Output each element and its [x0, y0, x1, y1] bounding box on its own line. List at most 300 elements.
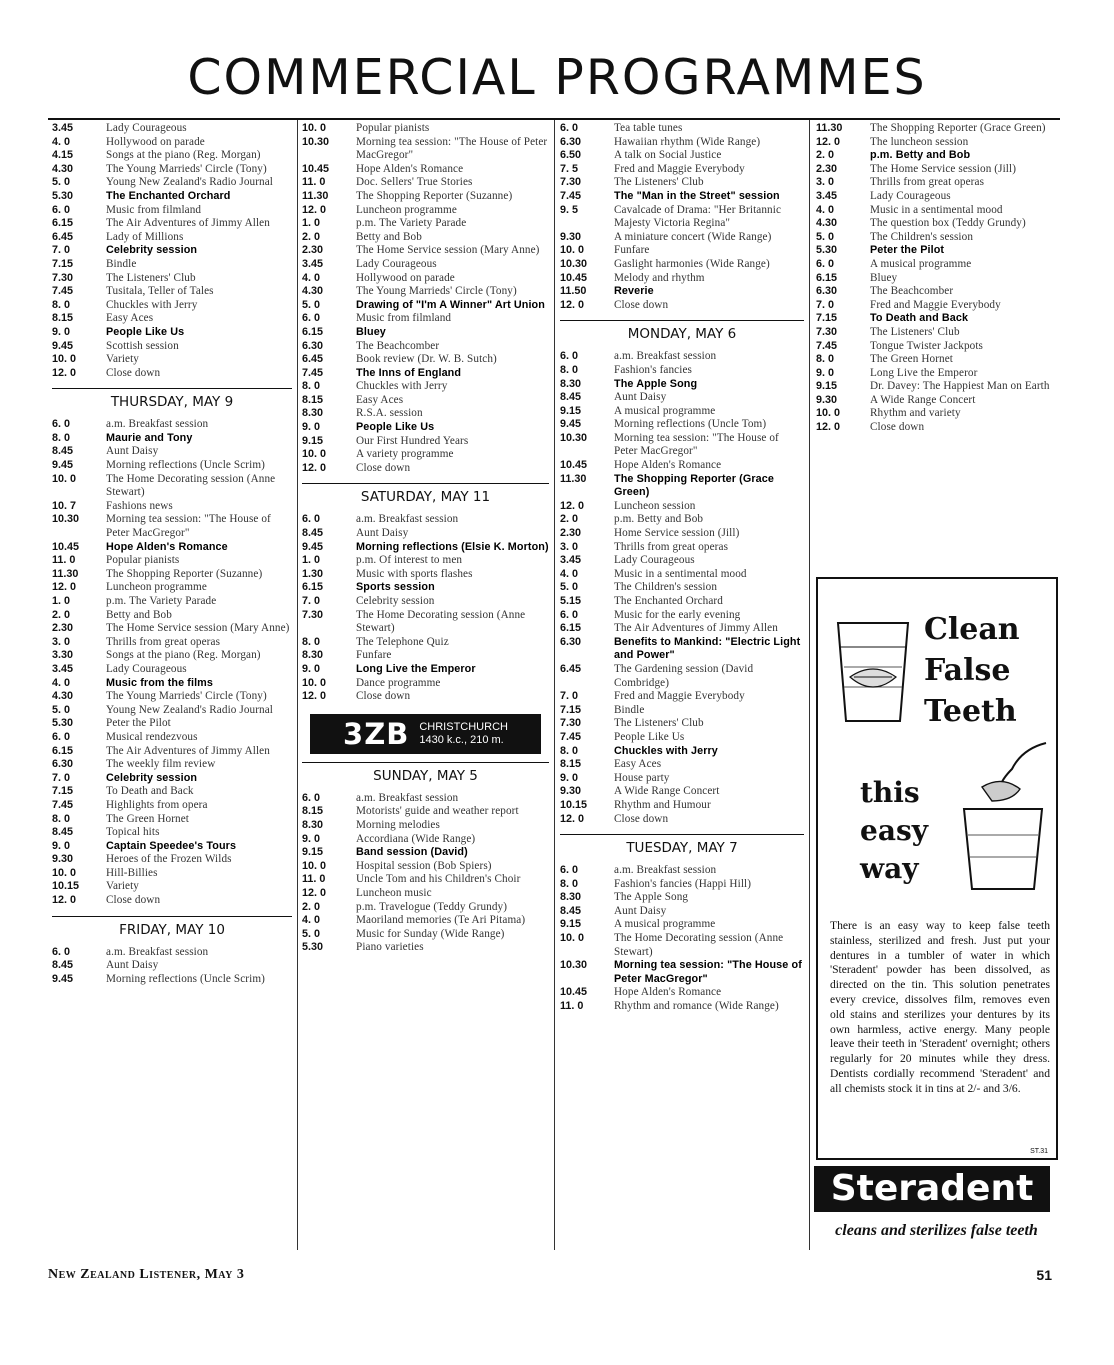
programme-time: 9.15	[560, 918, 582, 931]
ad-headline	[924, 609, 1020, 732]
programme-title: The Listeners' Club	[614, 176, 704, 189]
programme-time: 4.30	[816, 217, 838, 230]
programme-row	[560, 122, 804, 136]
programme-time: 6.15	[52, 217, 74, 230]
programme-row	[52, 840, 292, 854]
programme-time: 5.30	[52, 717, 74, 730]
programme-time: 9.15	[302, 846, 324, 859]
programme-time: 10. 0	[816, 407, 841, 420]
programme-title: A miniature concert (Wide Range)	[614, 230, 772, 243]
programme-row	[302, 380, 549, 394]
programme-title: Fashion's fancies (Happi Hill)	[614, 877, 752, 890]
programme-row	[52, 163, 292, 177]
programme-row	[560, 204, 804, 231]
programme-time: 10. 0	[302, 448, 327, 461]
programme-title: Celebrity session	[106, 771, 198, 784]
programme-title: Popular pianists	[106, 554, 180, 567]
programme-time: 12. 0	[560, 499, 585, 512]
programme-time: 6. 0	[560, 122, 579, 134]
programme-row	[52, 867, 292, 881]
programme-time: 6. 0	[52, 730, 71, 743]
programme-time: 3.30	[52, 649, 74, 662]
programme-row	[560, 731, 804, 745]
programme-time: 8.45	[560, 904, 582, 917]
programme-title: Songs at the piano (Reg. Morgan)	[106, 149, 261, 162]
programme-title: The Home Service session (Mary Anne)	[106, 622, 290, 635]
programme-title: Rhythm and romance (Wide Range)	[614, 1000, 779, 1013]
programme-row	[302, 636, 549, 650]
programme-time: 10.30	[560, 959, 588, 972]
programme-title: Lady of Millions	[106, 230, 184, 243]
programme-row	[816, 299, 1060, 313]
programme-title: To Death and Back	[870, 312, 969, 325]
programme-time: 3.45	[302, 257, 324, 270]
programme-title: The Apple Song	[614, 377, 698, 390]
programme-time: 10. 7	[52, 499, 77, 512]
programme-row	[560, 231, 804, 245]
programme-row	[302, 568, 549, 582]
programme-row	[816, 176, 1060, 190]
programme-time: 6.30	[816, 285, 838, 298]
programme-time: 10. 0	[52, 866, 77, 879]
programme-title: Luncheon session	[614, 499, 696, 512]
programme-time: 6.15	[52, 744, 74, 757]
programme-time: 4. 0	[816, 203, 835, 216]
programme-row	[560, 663, 804, 690]
programme-title: Music with sports flashes	[356, 567, 473, 580]
programme-title: The Air Adventures of Jimmy Allen	[106, 217, 270, 230]
programme-time: 7.45	[560, 730, 582, 743]
programme-title: Fred and Maggie Everybody	[870, 298, 1001, 311]
footer-publication: New Zealand Listener, May 3	[48, 1267, 245, 1282]
day-heading: SATURDAY, MAY 11	[302, 483, 549, 509]
station-call-sign: 3ZB	[343, 716, 410, 751]
programme-title: Close down	[106, 894, 161, 907]
programme-row	[302, 326, 549, 340]
programme-row	[816, 217, 1060, 231]
programme-title: The Telephone Quiz	[356, 635, 449, 648]
programme-row	[52, 595, 292, 609]
programme-title: p.m. Of interest to men	[356, 554, 463, 567]
programme-time: 11.50	[560, 285, 587, 298]
programme-time: 8. 0	[52, 298, 71, 311]
programme-title: Hollywood on parade	[106, 135, 205, 148]
programme-title: Luncheon programme	[356, 203, 457, 216]
programme-row	[816, 407, 1060, 421]
programme-title: Music from filmland	[356, 312, 452, 325]
programme-row	[816, 394, 1060, 408]
programme-time: 10.30	[52, 513, 80, 526]
programme-row	[560, 745, 804, 759]
programme-title: p.m. The Variety Parade	[106, 595, 217, 607]
programme-time: 10.45	[560, 986, 588, 999]
programme-row	[816, 421, 1060, 435]
programme-title: Bindle	[106, 257, 137, 270]
programme-row	[560, 405, 804, 419]
programme-title: Chuckles with Jerry	[106, 298, 198, 311]
programme-title: Morning tea session: "The House of Peter MacGregor"	[614, 431, 779, 458]
programme-row	[302, 136, 549, 163]
programme-row	[52, 704, 292, 718]
programme-title: Betty and Bob	[356, 230, 422, 243]
programme-row	[560, 149, 804, 163]
programme-row	[302, 244, 549, 258]
programme-title: Easy Aces	[614, 758, 662, 771]
programme-row	[302, 833, 549, 847]
programme-time: 5.30	[302, 941, 324, 954]
programme-row	[560, 527, 804, 541]
programme-title: Thrills from great operas	[870, 176, 985, 189]
programme-title: The Home Decorating session (Anne Stewart)	[106, 472, 276, 499]
programme-row	[560, 272, 804, 286]
programme-row	[302, 231, 549, 245]
programme-time: 1. 0	[302, 554, 321, 567]
programme-title: Young New Zealand's Radio Journal	[106, 176, 273, 189]
programme-time: 6.50	[560, 149, 582, 162]
programme-row	[52, 677, 292, 691]
programme-time: 6.15	[816, 271, 838, 284]
ad-code: ST.31	[1030, 1148, 1048, 1155]
programme-time: 3.45	[52, 662, 74, 675]
programme-time: 6. 0	[302, 513, 321, 526]
programme-title: Aunt Daisy	[614, 904, 667, 917]
programme-title: Rhythm and Humour	[614, 798, 711, 811]
programme-row	[816, 244, 1060, 258]
programme-time: 4.30	[52, 162, 74, 175]
programme-row	[560, 350, 804, 364]
column-divider	[554, 120, 555, 1250]
column-divider	[809, 120, 810, 1250]
programme-time: 8.30	[560, 377, 582, 390]
programme-row	[816, 258, 1060, 272]
programme-row	[560, 799, 804, 813]
programme-time: 8.15	[302, 805, 324, 818]
programme-time: 10.45	[302, 162, 330, 175]
programme-title: The Shopping Reporter (Grace Green)	[870, 122, 1046, 134]
programme-title: Aunt Daisy	[106, 445, 159, 458]
programme-time: 11.30	[816, 122, 843, 134]
programme-row	[560, 285, 804, 299]
programme-time: 9. 0	[816, 366, 835, 379]
programme-time: 7. 0	[560, 690, 579, 703]
programme-time: 9.15	[560, 404, 582, 417]
programme-row	[560, 554, 804, 568]
programme-row	[52, 826, 292, 840]
programme-title: The question box (Teddy Grundy)	[870, 217, 1026, 230]
programme-title: The weekly film review	[106, 758, 216, 771]
programme-time: 6.45	[52, 230, 74, 243]
programme-title: Music in a sentimental mood	[614, 567, 747, 580]
programme-time: 2. 0	[816, 149, 835, 162]
programme-title: The Beachcomber	[356, 339, 440, 352]
programme-title: Maoriland memories (Te Ari Pitama)	[356, 914, 526, 927]
programme-time: 11.30	[302, 189, 329, 202]
programme-row	[302, 217, 549, 231]
programme-row	[52, 513, 292, 540]
programme-row	[560, 932, 804, 959]
programme-title: Our First Hundred Years	[356, 434, 469, 447]
programme-title: Morning melodies	[356, 818, 440, 831]
programme-row	[302, 554, 549, 568]
programme-row	[560, 891, 804, 905]
programme-row	[302, 299, 549, 313]
programme-title: Home Service session (Jill)	[614, 527, 740, 540]
programme-row	[52, 432, 292, 446]
programme-title: Motorists' guide and weather report	[356, 805, 519, 818]
programme-title: A Wide Range Concert	[614, 785, 720, 798]
programme-row	[560, 717, 804, 731]
programme-row	[302, 435, 549, 449]
programme-title: Long Live the Emperor	[356, 662, 476, 675]
programme-title: People Like Us	[614, 730, 685, 743]
programme-title: Bluey	[356, 325, 386, 338]
programme-row	[560, 622, 804, 636]
programme-title: The Green Hornet	[870, 353, 953, 366]
programme-row	[560, 690, 804, 704]
programme-time: 8. 0	[560, 744, 579, 757]
programme-title: Thrills from great operas	[614, 540, 729, 553]
ad-sub-line: way	[860, 852, 919, 885]
programme-row	[52, 418, 292, 432]
programme-time: 9.30	[52, 853, 74, 866]
programme-row	[52, 581, 292, 595]
programme-row	[302, 887, 549, 901]
programme-time: 4. 0	[302, 914, 321, 927]
programme-title: Morning tea session: "The House of Peter MacGregor"	[106, 513, 271, 540]
programme-title: The Shopping Reporter (Suzanne)	[106, 567, 263, 580]
programme-title: The luncheon session	[870, 135, 969, 148]
programme-time: 6.45	[560, 662, 582, 675]
programme-time: 7.45	[302, 366, 324, 379]
programme-title: Aunt Daisy	[106, 959, 159, 972]
programme-title: Drawing of "I'm A Winner" Art Union	[356, 298, 545, 311]
schedule-column-2	[302, 122, 549, 955]
programme-title: Morning tea session: "The House of Peter MacGregor"	[614, 959, 802, 985]
programme-title: Music from filmland	[106, 203, 202, 216]
programme-title: Reverie	[614, 285, 654, 298]
programme-time: 8. 0	[302, 635, 321, 648]
programme-title: Funfare	[614, 244, 650, 257]
programme-time: 9. 0	[560, 771, 579, 784]
programme-row	[560, 190, 804, 204]
programme-title: Hope Alden's Romance	[614, 459, 722, 472]
programme-time: 7.30	[302, 608, 324, 621]
programme-time: 8.30	[302, 818, 324, 831]
programme-title: Close down	[106, 366, 161, 379]
programme-time: 10. 0	[52, 472, 77, 485]
programme-title: Close down	[614, 298, 669, 311]
programme-title: Hawaiian rhythm (Wide Range)	[614, 135, 761, 148]
programme-time: 8.30	[302, 649, 324, 662]
programme-row	[560, 568, 804, 582]
programme-title: Luncheon programme	[106, 581, 207, 594]
programme-title: a.m. Breakfast session	[614, 864, 717, 877]
programme-title: Topical hits	[106, 826, 160, 839]
programme-row	[560, 864, 804, 878]
programme-row	[52, 609, 292, 623]
programme-title: Peter the Pilot	[870, 244, 945, 257]
programme-title: To Death and Back	[106, 785, 194, 798]
hand-with-dentures-illustration	[942, 739, 1052, 899]
programme-title: a.m. Breakfast session	[356, 513, 459, 526]
programme-row	[302, 649, 549, 663]
programme-time: 10.45	[560, 271, 588, 284]
programme-row	[302, 527, 549, 541]
programme-time: 6.30	[560, 635, 582, 648]
programme-title: Piano varieties	[356, 941, 424, 954]
programme-row	[302, 941, 549, 955]
programme-row	[560, 473, 804, 500]
programme-row	[302, 513, 549, 527]
programme-title: Chuckles with Jerry	[356, 380, 448, 393]
programme-time: 10. 0	[52, 353, 77, 366]
programme-time: 3. 0	[52, 635, 71, 648]
programme-time: 5. 0	[52, 176, 71, 189]
programme-time: 1. 0	[52, 595, 71, 607]
programme-title: Aunt Daisy	[356, 527, 409, 540]
programme-title: Bluey	[870, 271, 898, 284]
programme-row	[302, 163, 549, 177]
programme-title: Morning reflections (Uncle Tom)	[614, 418, 767, 431]
programme-time: 1. 0	[302, 217, 321, 230]
programme-time: 8. 0	[560, 877, 579, 890]
programme-time: 8.15	[302, 393, 324, 406]
programme-title: Fred and Maggie Everybody	[614, 162, 745, 175]
programme-time: 6. 0	[816, 257, 835, 270]
programme-title: Sports session	[356, 581, 435, 594]
programme-title: Morning reflections (Uncle Scrim)	[106, 972, 265, 985]
programme-title: Easy Aces	[106, 312, 154, 325]
programme-time: 9. 5	[560, 203, 579, 216]
programme-title: Lady Courageous	[356, 257, 437, 270]
programme-row	[302, 792, 549, 806]
programme-row	[560, 513, 804, 527]
programme-title: The Home Decorating session (Anne Stewart)	[614, 932, 784, 958]
programme-title: Captain Speedee's Tours	[106, 839, 237, 852]
programme-time: 6. 0	[52, 945, 71, 958]
programme-row	[560, 459, 804, 473]
programme-title: Funfare	[356, 649, 392, 662]
programme-time: 7.30	[560, 176, 582, 189]
programme-time: 12. 0	[560, 812, 585, 825]
programme-time: 4. 0	[52, 676, 71, 689]
column-divider	[297, 120, 298, 1250]
programme-title: The Listeners' Club	[870, 325, 960, 338]
programme-row	[816, 353, 1060, 367]
programme-time: 8. 0	[302, 380, 321, 393]
programme-time: 9.45	[560, 418, 582, 431]
programme-title: Close down	[356, 461, 411, 474]
programme-row	[816, 380, 1060, 394]
programme-title: The Inns of England	[356, 366, 462, 379]
programme-row	[302, 421, 549, 435]
programme-title: p.m. Betty and Bob	[614, 513, 704, 526]
programme-title: Fashion's fancies	[614, 363, 692, 376]
programme-title: A musical programme	[614, 918, 716, 931]
programme-time: 5. 0	[302, 298, 321, 311]
programme-title: Music from the films	[106, 676, 213, 689]
programme-title: Dance programme	[356, 676, 441, 689]
programme-title: Fashions news	[106, 499, 173, 512]
ad-subheadline	[860, 774, 928, 888]
programme-title: The Enchanted Orchard	[106, 189, 231, 202]
programme-title: The Enchanted Orchard	[614, 595, 723, 607]
programme-time: 8. 0	[52, 812, 71, 825]
programme-title: Book review (Dr. W. B. Sutch)	[356, 353, 497, 366]
programme-row	[52, 244, 292, 258]
day-heading: TUESDAY, MAY 7	[560, 834, 804, 860]
programme-time: 4. 0	[302, 271, 321, 284]
programme-title: The Home Decorating session (Anne Stewart)	[356, 608, 526, 635]
programme-time: 4.15	[52, 149, 74, 162]
programme-title: A musical programme	[614, 404, 716, 417]
programme-title: Popular pianists	[356, 122, 430, 134]
steradent-logo: Steradent	[814, 1166, 1050, 1212]
day-heading: FRIDAY, MAY 10	[52, 916, 292, 942]
programme-title: Aunt Daisy	[614, 391, 667, 404]
programme-row	[52, 799, 292, 813]
programme-time: 12. 0	[302, 886, 327, 899]
programme-title: A talk on Social Justice	[614, 149, 722, 162]
programme-title: The Home Service session (Jill)	[870, 162, 1017, 175]
programme-row	[302, 407, 549, 421]
programme-title: Close down	[356, 690, 411, 703]
programme-row	[302, 190, 549, 204]
programme-time: 9.30	[560, 785, 582, 798]
programme-time: 2.30	[302, 244, 324, 257]
programme-row	[52, 880, 292, 894]
programme-time: 8.45	[560, 391, 582, 404]
programme-time: 5. 0	[302, 927, 321, 940]
programme-time: 9.30	[816, 393, 838, 406]
programme-title: House party	[614, 771, 670, 784]
programme-row	[302, 340, 549, 354]
programme-time: 7.30	[560, 717, 582, 730]
programme-title: R.S.A. session	[356, 407, 423, 420]
programme-row	[560, 918, 804, 932]
programme-time: 6. 0	[560, 864, 579, 877]
programme-row	[816, 136, 1060, 150]
programme-time: 1.30	[302, 567, 324, 580]
programme-title: Lady Courageous	[614, 554, 695, 567]
programme-time: 12. 0	[302, 203, 327, 216]
programme-time: 9. 0	[302, 421, 321, 434]
ad-body-copy: There is an easy way to keep false teeth stainless, sterilized and fresh. Just put your dentures in a tumbler of water in which 'Steradent' powder has been dissolved, as directed on the tin. This solution penetrates every crevice, dissolves film, removes even old stains and sterilizes your dentures by its own harmless, active energy. Many people leave their teeth in 'Steradent' overnight; others regularly for 20 minutes while they dress. Dentists cordially recommend 'Steradent' and all chemists stock it in tins at 2/- and 3/6.	[830, 919, 1050, 1095]
programme-row	[816, 367, 1060, 381]
programme-row	[52, 258, 292, 272]
programme-row	[302, 258, 549, 272]
programme-title: a.m. Breakfast session	[614, 350, 717, 363]
programme-title: The Young Marrieds' Circle (Tony)	[356, 285, 517, 298]
programme-row	[302, 448, 549, 462]
programme-time: 11.30	[52, 567, 79, 580]
programme-time: 8. 0	[816, 353, 835, 366]
programme-row	[560, 136, 804, 150]
page-number: 51	[1036, 1267, 1052, 1283]
programme-time: 10.30	[302, 135, 330, 148]
programme-time: 6.45	[302, 353, 324, 366]
programme-title: Hope Alden's Romance	[356, 162, 464, 175]
programme-row	[302, 846, 549, 860]
programme-row	[560, 905, 804, 919]
programme-row	[560, 432, 804, 459]
programme-title: Music for Sunday (Wide Range)	[356, 927, 505, 940]
programme-title: Variety	[106, 353, 140, 366]
programme-row	[52, 299, 292, 313]
programme-title: The Listeners' Club	[614, 717, 704, 730]
programme-title: The Apple Song	[614, 891, 689, 904]
programme-row	[816, 231, 1060, 245]
